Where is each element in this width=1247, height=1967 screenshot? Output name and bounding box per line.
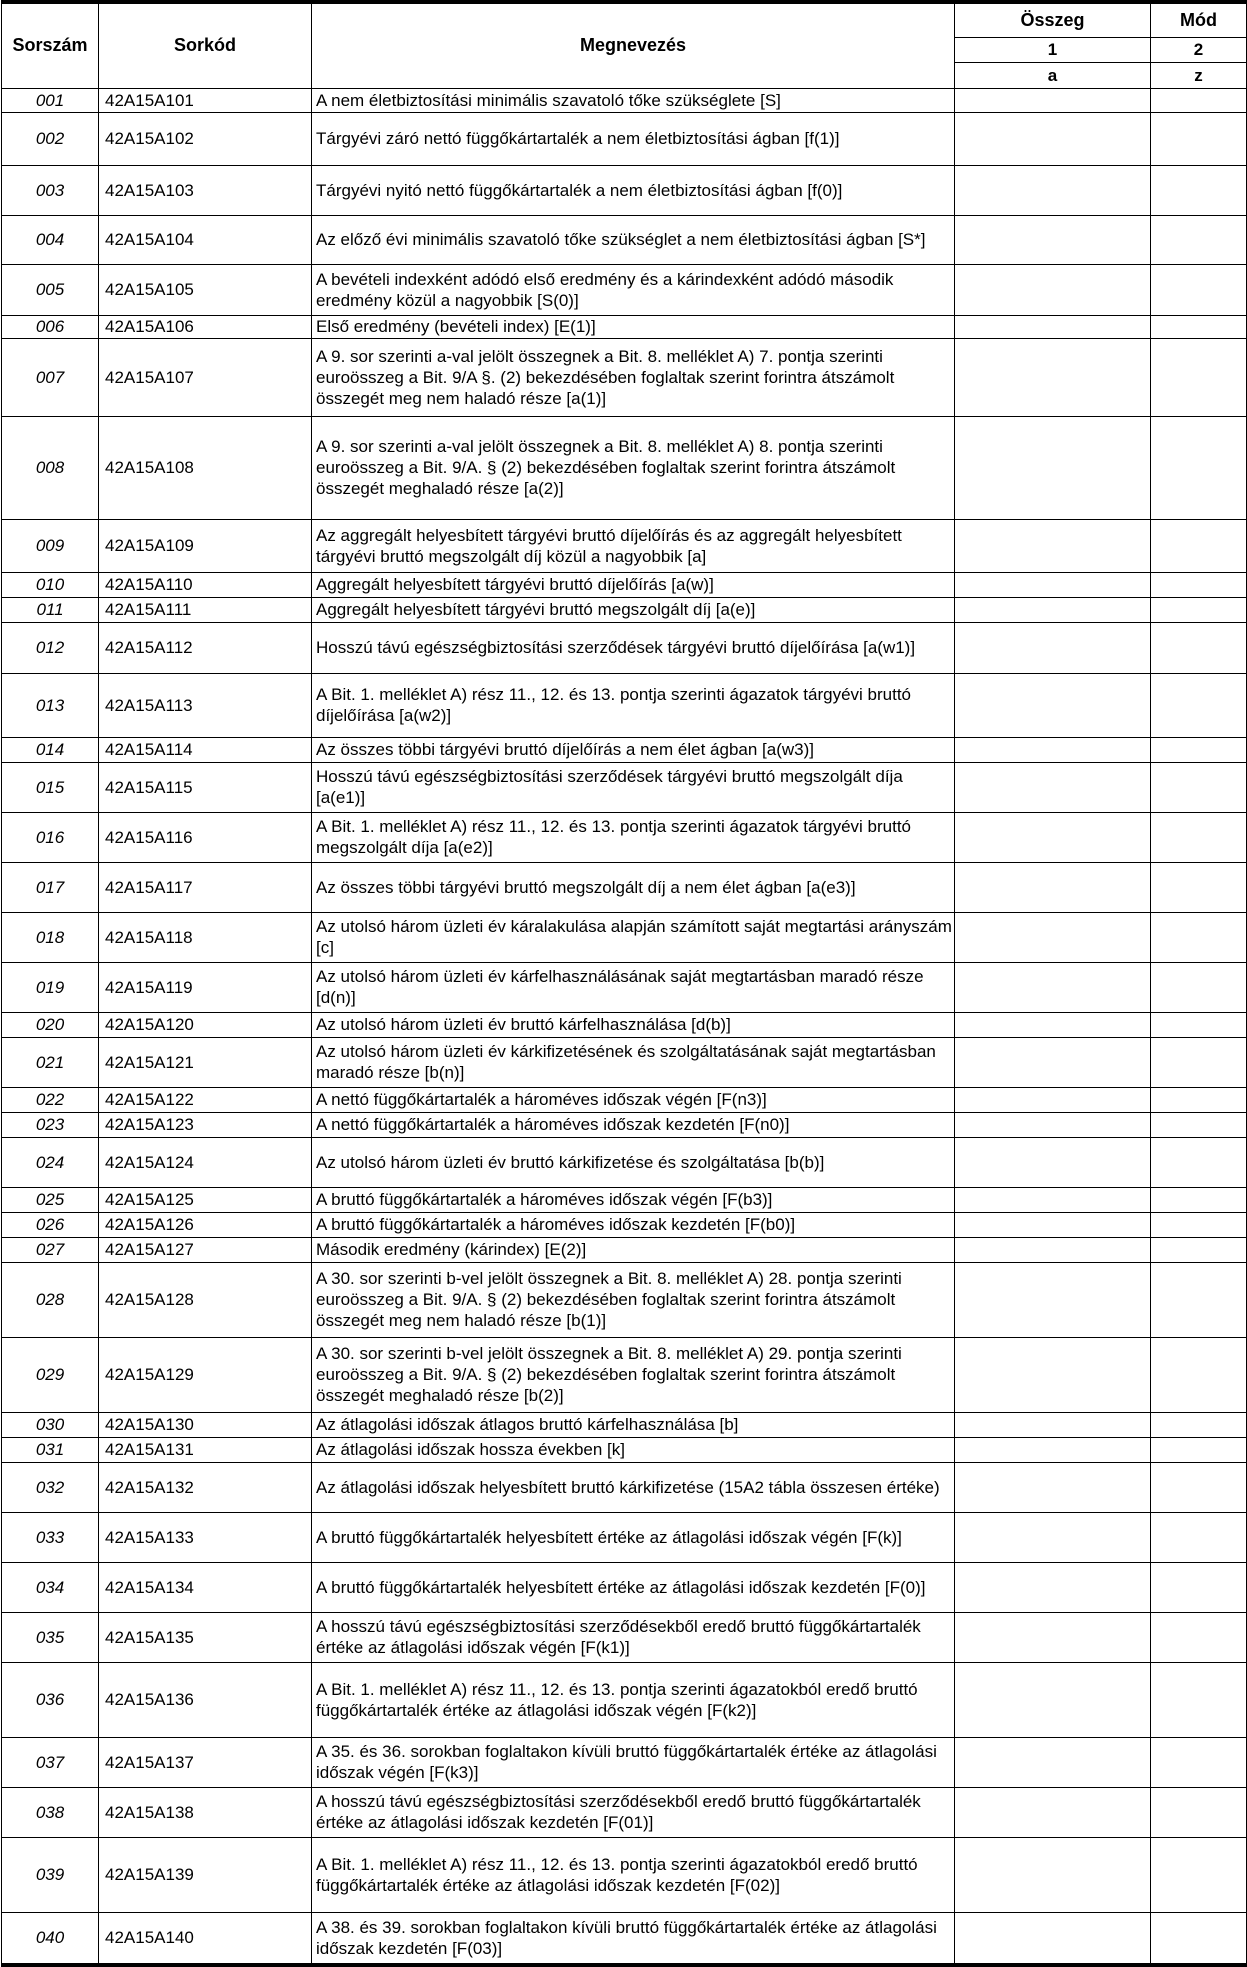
row-description: A 30. sor szerinti b-vel jelölt összegnek a Bit. 8. melléklet A) 29. pontja szerinti euroösszeg a Bit. 9/A. § (2) bekezdésében foglaltak szerint forintra átszámolt összegét meghaladó része [b(2)]	[312, 1337, 955, 1412]
mode-cell[interactable]	[1151, 597, 1247, 622]
table-row	[2, 1012, 1247, 1037]
row-code: 42A15A137	[99, 1737, 312, 1787]
amount-cell[interactable]	[955, 762, 1151, 812]
row-code: 42A15A101	[99, 88, 312, 112]
mode-cell[interactable]	[1151, 416, 1247, 519]
row-code: 42A15A119	[99, 962, 312, 1012]
mode-cell[interactable]	[1151, 1562, 1247, 1612]
row-description: A 30. sor szerinti b-vel jelölt összegnek a Bit. 8. melléklet A) 28. pontja szerinti euroösszeg a Bit. 9/A. § (2) bekezdésében foglaltak szerint forintra átszámolt összegét meg nem haladó része [b(1)]	[312, 1262, 955, 1337]
row-description: A 9. sor szerinti a-val jelölt összegnek a Bit. 8. melléklet A) 8. pontja szerinti euroösszeg a Bit. 9/A. § (2) bekezdésében foglaltak szerint forintra átszámolt összegét meghaladó része [a(2)]	[312, 416, 955, 519]
table-row	[2, 1412, 1247, 1437]
table-row	[2, 737, 1247, 762]
row-code: 42A15A114	[99, 737, 312, 762]
table-row	[2, 1462, 1247, 1512]
row-code: 42A15A117	[99, 862, 312, 912]
header-megnevezes: Megnevezés	[312, 2, 955, 88]
row-number: 032	[2, 1462, 99, 1512]
table-row	[2, 1337, 1247, 1412]
mode-cell[interactable]	[1151, 1737, 1247, 1787]
row-number: 038	[2, 1787, 99, 1837]
row-number: 002	[2, 112, 99, 165]
row-code: 42A15A130	[99, 1412, 312, 1437]
table-row	[2, 1562, 1247, 1612]
amount-cell[interactable]	[955, 1187, 1151, 1212]
mode-cell[interactable]	[1151, 1662, 1247, 1737]
amount-cell[interactable]	[955, 1462, 1151, 1512]
row-description: Az átlagolási időszak helyesbített bruttó kárkifizetése (15A2 tábla összesen értéke)	[312, 1462, 955, 1512]
mode-cell[interactable]	[1151, 1787, 1247, 1837]
row-number: 013	[2, 673, 99, 737]
row-number: 004	[2, 215, 99, 264]
mode-cell[interactable]	[1151, 1612, 1247, 1662]
table-row	[2, 1512, 1247, 1562]
row-code: 42A15A102	[99, 112, 312, 165]
row-description: Az aggregált helyesbített tárgyévi bruttó díjelőírás és az aggregált helyesbített tárgyévi bruttó megszolgált díj közül a nagyobbik [a]	[312, 519, 955, 572]
amount-cell[interactable]	[955, 1037, 1151, 1087]
amount-cell[interactable]	[955, 165, 1151, 215]
row-number: 005	[2, 264, 99, 315]
mode-cell[interactable]	[1151, 762, 1247, 812]
row-code: 42A15A135	[99, 1612, 312, 1662]
row-code: 42A15A140	[99, 1912, 312, 1965]
row-code: 42A15A134	[99, 1562, 312, 1612]
row-description: A bruttó függőkártartalék helyesbített értéke az átlagolási időszak kezdetén [F(0)]	[312, 1562, 955, 1612]
mode-cell[interactable]	[1151, 962, 1247, 1012]
row-description: A 38. és 39. sorokban foglaltakon kívüli bruttó függőkártartalék értéke az átlagolási időszak kezdetén [F(03)]	[312, 1912, 955, 1965]
amount-cell[interactable]	[955, 1437, 1151, 1462]
row-description: Második eredmény (kárindex) [E(2)]	[312, 1237, 955, 1262]
table-row	[2, 1212, 1247, 1237]
row-number: 003	[2, 165, 99, 215]
mode-cell[interactable]	[1151, 912, 1247, 962]
mode-cell[interactable]	[1151, 673, 1247, 737]
row-code: 42A15A138	[99, 1787, 312, 1837]
row-code: 42A15A116	[99, 812, 312, 862]
row-description: Első eredmény (bevételi index) [E(1)]	[312, 315, 955, 338]
row-number: 006	[2, 315, 99, 338]
row-description: A bruttó függőkártartalék helyesbített értéke az átlagolási időszak végén [F(k)]	[312, 1512, 955, 1562]
header-sorkod: Sorkód	[99, 2, 312, 88]
table-row	[2, 88, 1247, 112]
row-description: A nettó függőkártartalék a hároméves időszak végén [F(n3)]	[312, 1087, 955, 1112]
mode-cell[interactable]	[1151, 812, 1247, 862]
mode-cell[interactable]	[1151, 1087, 1247, 1112]
mode-cell[interactable]	[1151, 1112, 1247, 1137]
mode-cell[interactable]	[1151, 1262, 1247, 1337]
row-code: 42A15A106	[99, 315, 312, 338]
row-number: 034	[2, 1562, 99, 1612]
mode-cell[interactable]	[1151, 1012, 1247, 1037]
row-description: Az utolsó három üzleti év bruttó kárkifizetése és szolgáltatása [b(b)]	[312, 1137, 955, 1187]
mode-cell[interactable]	[1151, 1137, 1247, 1187]
amount-cell[interactable]	[955, 1737, 1151, 1787]
row-code: 42A15A131	[99, 1437, 312, 1462]
row-number: 019	[2, 962, 99, 1012]
table-row	[2, 1787, 1247, 1837]
row-number: 035	[2, 1612, 99, 1662]
row-description: A hosszú távú egészségbiztosítási szerződésekből eredő bruttó függőkártartalék értéke az átlagolási időszak kezdetén [F(01)]	[312, 1787, 955, 1837]
amount-cell[interactable]	[955, 264, 1151, 315]
row-code: 42A15A113	[99, 673, 312, 737]
mode-cell[interactable]	[1151, 338, 1247, 416]
amount-cell[interactable]	[955, 572, 1151, 597]
amount-cell[interactable]	[955, 1837, 1151, 1912]
row-number: 024	[2, 1137, 99, 1187]
row-number: 012	[2, 622, 99, 673]
amount-cell[interactable]	[955, 1112, 1151, 1137]
amount-cell[interactable]	[955, 673, 1151, 737]
header-mod-num: 2	[1151, 37, 1247, 62]
row-description: Tárgyévi nyitó nettó függőkártartalék a nem életbiztosítási ágban [f(0)]	[312, 165, 955, 215]
table-row	[2, 1837, 1247, 1912]
row-code: 42A15A105	[99, 264, 312, 315]
mode-cell[interactable]	[1151, 1412, 1247, 1437]
mode-cell[interactable]	[1151, 572, 1247, 597]
row-code: 42A15A123	[99, 1112, 312, 1137]
header-mod-letter: z	[1151, 62, 1247, 88]
mode-cell[interactable]	[1151, 1237, 1247, 1262]
amount-cell[interactable]	[955, 88, 1151, 112]
row-number: 008	[2, 416, 99, 519]
amount-cell[interactable]	[955, 1262, 1151, 1337]
row-number: 017	[2, 862, 99, 912]
mode-cell[interactable]	[1151, 862, 1247, 912]
row-code: 42A15A121	[99, 1037, 312, 1087]
row-description: A nem életbiztosítási minimális szavatoló tőke szükséglete [S]	[312, 88, 955, 112]
row-number: 010	[2, 572, 99, 597]
mode-cell[interactable]	[1151, 1337, 1247, 1412]
amount-cell[interactable]	[955, 215, 1151, 264]
amount-cell[interactable]	[955, 1912, 1151, 1965]
table-row	[2, 315, 1247, 338]
mode-cell[interactable]	[1151, 1037, 1247, 1087]
table-row	[2, 112, 1247, 165]
amount-cell[interactable]	[955, 912, 1151, 962]
mode-cell[interactable]	[1151, 1837, 1247, 1912]
table-row	[2, 1112, 1247, 1137]
amount-cell[interactable]	[955, 862, 1151, 912]
row-description: A 35. és 36. sorokban foglaltakon kívüli bruttó függőkártartalék értéke az átlagolási időszak végén [F(k3)]	[312, 1737, 955, 1787]
amount-cell[interactable]	[955, 1512, 1151, 1562]
table-row	[2, 1662, 1247, 1737]
table-row	[2, 597, 1247, 622]
row-number: 009	[2, 519, 99, 572]
mode-cell[interactable]	[1151, 1212, 1247, 1237]
row-description: A bruttó függőkártartalék a hároméves időszak kezdetén [F(b0)]	[312, 1212, 955, 1237]
amount-cell[interactable]	[955, 1237, 1151, 1262]
table-row	[2, 572, 1247, 597]
row-number: 014	[2, 737, 99, 762]
row-number: 015	[2, 762, 99, 812]
row-number: 027	[2, 1237, 99, 1262]
row-description: Hosszú távú egészségbiztosítási szerződések tárgyévi bruttó díjelőírása [a(w1)]	[312, 622, 955, 673]
amount-cell[interactable]	[955, 1787, 1151, 1837]
row-number: 037	[2, 1737, 99, 1787]
row-number: 007	[2, 338, 99, 416]
row-description: Az utolsó három üzleti év kárkifizetésének és szolgáltatásának saját megtartásban maradó része [b(n)]	[312, 1037, 955, 1087]
row-description: A Bit. 1. melléklet A) rész 11., 12. és 13. pontja szerinti ágazatokból eredő bruttó függőkártartalék értéke az átlagolási időszak végén [F(k2)]	[312, 1662, 955, 1737]
amount-cell[interactable]	[955, 962, 1151, 1012]
row-code: 42A15A109	[99, 519, 312, 572]
row-code: 42A15A129	[99, 1337, 312, 1412]
row-description: A bevételi indexként adódó első eredmény és a kárindexként adódó második eredmény közül a nagyobbik [S(0)]	[312, 264, 955, 315]
table-row	[2, 762, 1247, 812]
row-description: Hosszú távú egészségbiztosítási szerződések tárgyévi bruttó megszolgált díja [a(e1)]	[312, 762, 955, 812]
row-code: 42A15A133	[99, 1512, 312, 1562]
mode-cell[interactable]	[1151, 1462, 1247, 1512]
row-code: 42A15A118	[99, 912, 312, 962]
row-code: 42A15A120	[99, 1012, 312, 1037]
row-description: Az előző évi minimális szavatoló tőke szükséglet a nem életbiztosítási ágban [S*]	[312, 215, 955, 264]
row-number: 021	[2, 1037, 99, 1087]
table-row	[2, 1137, 1247, 1187]
table-row	[2, 622, 1247, 673]
table-row	[2, 1912, 1247, 1965]
amount-cell[interactable]	[955, 1337, 1151, 1412]
table-row	[2, 519, 1247, 572]
row-number: 040	[2, 1912, 99, 1965]
row-description: A 9. sor szerinti a-val jelölt összegnek a Bit. 8. melléklet A) 7. pontja szerinti euroösszeg a Bit. 9/A §. (2) bekezdésében foglaltak szerint forintra átszámolt összegét meg nem haladó része [a(1)]	[312, 338, 955, 416]
row-code: 42A15A111	[99, 597, 312, 622]
table-row	[2, 1087, 1247, 1112]
amount-cell[interactable]	[955, 338, 1151, 416]
row-code: 42A15A107	[99, 338, 312, 416]
row-number: 030	[2, 1412, 99, 1437]
mode-cell[interactable]	[1151, 622, 1247, 673]
table-row	[2, 1187, 1247, 1212]
amount-cell[interactable]	[955, 1612, 1151, 1662]
row-description: Az összes többi tárgyévi bruttó díjelőírás a nem élet ágban [a(w3)]	[312, 737, 955, 762]
mode-cell[interactable]	[1151, 1512, 1247, 1562]
table-row	[2, 812, 1247, 862]
row-code: 42A15A112	[99, 622, 312, 673]
row-description: A Bit. 1. melléklet A) rész 11., 12. és 13. pontja szerinti ágazatok tárgyévi bruttó díjelőírása [a(w2)]	[312, 673, 955, 737]
row-number: 025	[2, 1187, 99, 1212]
amount-cell[interactable]	[955, 1662, 1151, 1737]
row-number: 033	[2, 1512, 99, 1562]
header-osszeg-letter: a	[955, 62, 1151, 88]
row-code: 42A15A139	[99, 1837, 312, 1912]
row-code: 42A15A104	[99, 215, 312, 264]
row-description: Az összes többi tárgyévi bruttó megszolgált díj a nem élet ágban [a(e3)]	[312, 862, 955, 912]
row-description: A bruttó függőkártartalék a hároméves időszak végén [F(b3)]	[312, 1187, 955, 1212]
row-code: 42A15A127	[99, 1237, 312, 1262]
table-row	[2, 338, 1247, 416]
mode-cell[interactable]	[1151, 264, 1247, 315]
amount-cell[interactable]	[955, 737, 1151, 762]
row-description: Az utolsó három üzleti év bruttó kárfelhasználása [d(b)]	[312, 1012, 955, 1037]
mode-cell[interactable]	[1151, 315, 1247, 338]
row-description: A nettó függőkártartalék a hároméves időszak kezdetén [F(n0)]	[312, 1112, 955, 1137]
row-code: 42A15A124	[99, 1137, 312, 1187]
row-description: Tárgyévi záró nettó függőkártartalék a nem életbiztosítási ágban [f(1)]	[312, 112, 955, 165]
mode-cell[interactable]	[1151, 88, 1247, 112]
row-number: 039	[2, 1837, 99, 1912]
row-code: 42A15A115	[99, 762, 312, 812]
amount-cell[interactable]	[955, 597, 1151, 622]
header-osszeg: Összeg	[955, 2, 1151, 37]
table-row	[2, 264, 1247, 315]
row-code: 42A15A103	[99, 165, 312, 215]
row-code: 42A15A128	[99, 1262, 312, 1337]
row-code: 42A15A126	[99, 1212, 312, 1237]
table-header	[2, 2, 1247, 88]
table-row	[2, 1437, 1247, 1462]
table-row	[2, 165, 1247, 215]
table-row	[2, 962, 1247, 1012]
amount-cell[interactable]	[955, 1137, 1151, 1187]
mode-cell[interactable]	[1151, 165, 1247, 215]
mode-cell[interactable]	[1151, 1187, 1247, 1212]
amount-cell[interactable]	[955, 519, 1151, 572]
row-description: Az utolsó három üzleti év káralakulása alapján számított saját megtartási arányszám [c]	[312, 912, 955, 962]
row-number: 018	[2, 912, 99, 962]
table-row	[2, 1737, 1247, 1787]
mode-cell[interactable]	[1151, 1437, 1247, 1462]
row-code: 42A15A110	[99, 572, 312, 597]
row-number: 022	[2, 1087, 99, 1112]
mode-cell[interactable]	[1151, 1912, 1247, 1965]
mode-cell[interactable]	[1151, 112, 1247, 165]
amount-cell[interactable]	[955, 622, 1151, 673]
mode-cell[interactable]	[1151, 737, 1247, 762]
row-number: 020	[2, 1012, 99, 1037]
table-row	[2, 912, 1247, 962]
amount-cell[interactable]	[955, 1562, 1151, 1612]
header-mod: Mód	[1151, 2, 1247, 37]
row-code: 42A15A125	[99, 1187, 312, 1212]
row-code: 42A15A108	[99, 416, 312, 519]
table-row	[2, 1612, 1247, 1662]
row-number: 016	[2, 812, 99, 862]
table-row	[2, 1037, 1247, 1087]
row-number: 029	[2, 1337, 99, 1412]
row-description: A Bit. 1. melléklet A) rész 11., 12. és 13. pontja szerinti ágazatok tárgyévi bruttó megszolgált díja [a(e2)]	[312, 812, 955, 862]
row-number: 001	[2, 88, 99, 112]
table-row	[2, 862, 1247, 912]
row-number: 023	[2, 1112, 99, 1137]
amount-cell[interactable]	[955, 416, 1151, 519]
row-number: 028	[2, 1262, 99, 1337]
row-code: 42A15A122	[99, 1087, 312, 1112]
amount-cell[interactable]	[955, 1012, 1151, 1037]
table-row	[2, 416, 1247, 519]
table-row	[2, 1262, 1247, 1337]
row-code: 42A15A132	[99, 1462, 312, 1512]
mode-cell[interactable]	[1151, 519, 1247, 572]
row-description: Aggregált helyesbített tárgyévi bruttó díjelőírás [a(w)]	[312, 572, 955, 597]
amount-cell[interactable]	[955, 112, 1151, 165]
row-number: 031	[2, 1437, 99, 1462]
row-description: A Bit. 1. melléklet A) rész 11., 12. és 13. pontja szerinti ágazatokból eredő bruttó függőkártartalék értéke az átlagolási időszak kezdetén [F(02)]	[312, 1837, 955, 1912]
amount-cell[interactable]	[955, 1412, 1151, 1437]
row-number: 011	[2, 597, 99, 622]
amount-cell[interactable]	[955, 315, 1151, 338]
row-description: A hosszú távú egészségbiztosítási szerződésekből eredő bruttó függőkártartalék értéke az átlagolási időszak végén [F(k1)]	[312, 1612, 955, 1662]
row-description: Az utolsó három üzleti év kárfelhasználásának saját megtartásban maradó része [d(n)]	[312, 962, 955, 1012]
amount-cell[interactable]	[955, 1087, 1151, 1112]
table-body	[2, 88, 1247, 1965]
row-number: 026	[2, 1212, 99, 1237]
row-description: Aggregált helyesbített tárgyévi bruttó megszolgált díj [a(e)]	[312, 597, 955, 622]
table-row	[2, 1237, 1247, 1262]
report-table	[1, 0, 1247, 1967]
amount-cell[interactable]	[955, 1212, 1151, 1237]
amount-cell[interactable]	[955, 812, 1151, 862]
header-osszeg-num: 1	[955, 37, 1151, 62]
mode-cell[interactable]	[1151, 215, 1247, 264]
row-number: 036	[2, 1662, 99, 1737]
row-description: Az átlagolási időszak átlagos bruttó kárfelhasználása [b]	[312, 1412, 955, 1437]
header-sorszam: Sorszám	[2, 2, 99, 88]
row-code: 42A15A136	[99, 1662, 312, 1737]
table-row	[2, 215, 1247, 264]
row-description: Az átlagolási időszak hossza években [k]	[312, 1437, 955, 1462]
table-row	[2, 673, 1247, 737]
